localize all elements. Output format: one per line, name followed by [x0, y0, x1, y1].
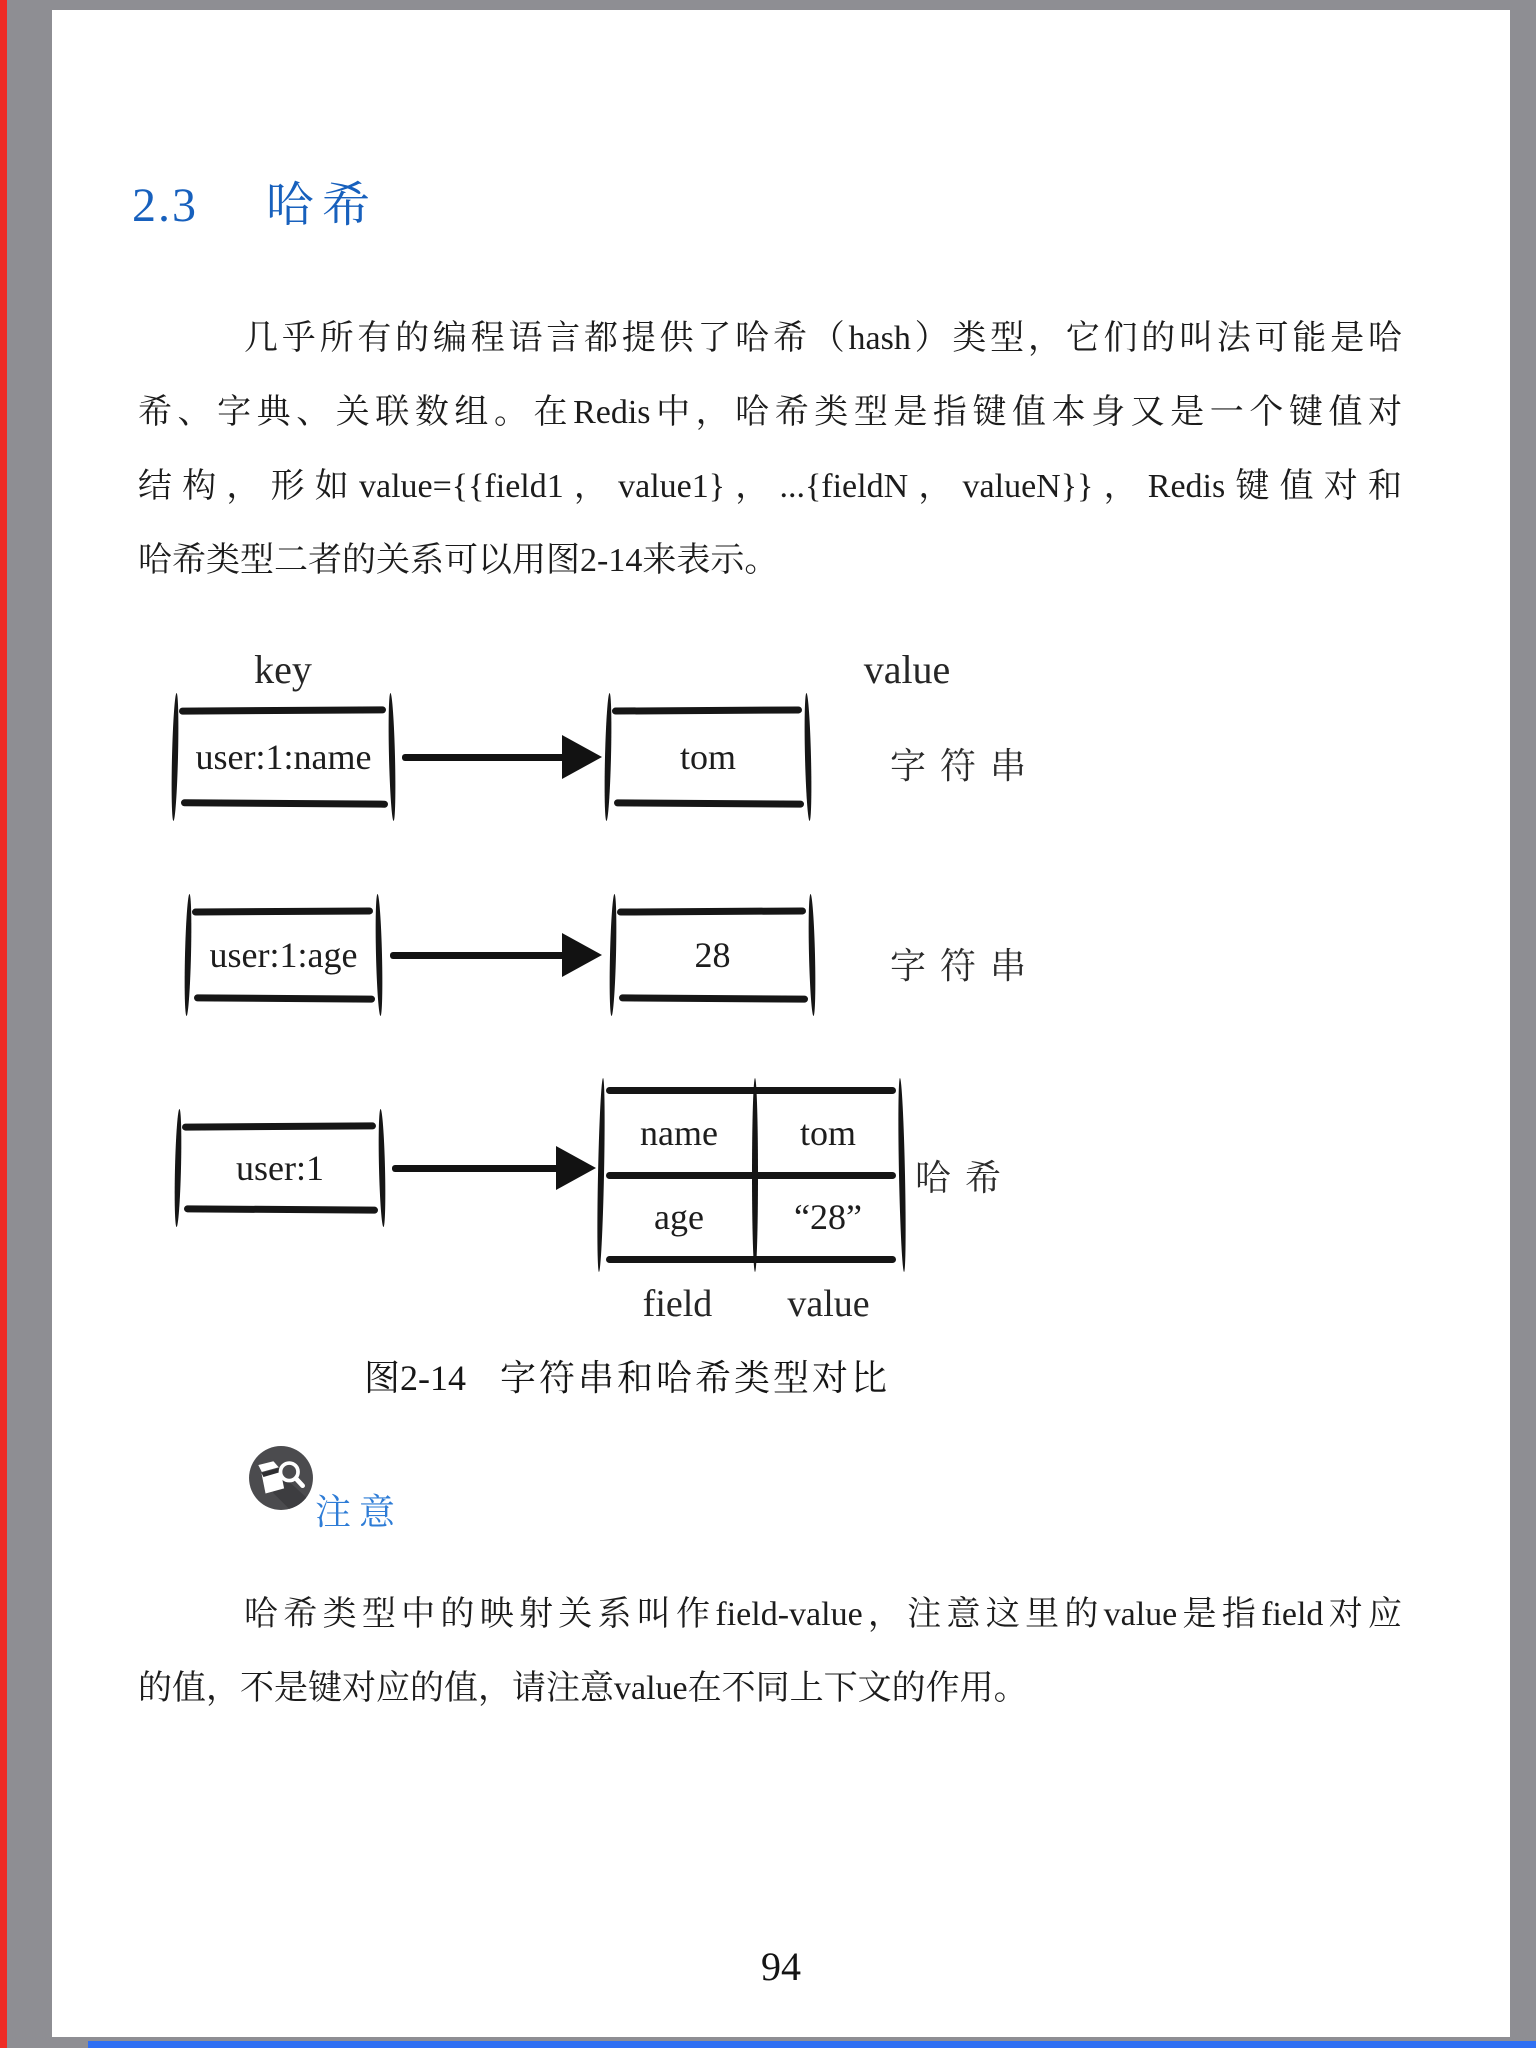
section-heading [132, 178, 378, 234]
hash-cell-field-1: name [640, 1113, 718, 1153]
book-page [52, 10, 1510, 2037]
figure-caption-number: 图2-14 [363, 1358, 466, 1398]
note-label: 注意 [315, 1492, 404, 1532]
figure-value-header: value [863, 647, 951, 692]
body-paragraph-1 [138, 302, 1402, 598]
hash-cell-value-1: tom [799, 1113, 856, 1153]
key-box-label: user:1:name [195, 737, 372, 777]
body-line: 几乎所有的编程语言都提供了哈希（hash）类型，它们的叫法可能是哈 [244, 320, 1402, 357]
body-line: 希、字典、关联数组。在Redis中，哈希类型是指键值本身又是一个键值对 [138, 394, 1402, 431]
hash-cell-field-2: age [654, 1197, 704, 1237]
field-column-label: field [642, 1283, 713, 1325]
body-paragraph-2 [138, 1578, 1402, 1726]
value-box-label: tom [679, 737, 736, 777]
type-label-hash: 哈希 [915, 1158, 1016, 1198]
key-box-user-1-age [185, 908, 382, 1002]
left-edge-indicator [0, 0, 7, 2048]
figure-key-header: key [254, 647, 312, 692]
type-label-string-2: 字符串 [890, 946, 1041, 986]
note-icon [248, 1445, 314, 1511]
key-box-user-1 [175, 1123, 385, 1213]
body-line: 哈希类型中的映射关系叫作field-value，注意这里的value是指field对应 [244, 1596, 1402, 1633]
body-line: 哈希类型二者的关系可以用图2-14来表示。 [138, 542, 779, 579]
body-line: 的值，不是键对应的值，请注意value在不同上下文的作用。 [138, 1670, 1028, 1707]
figure-caption-title: 字符串和哈希类型对比 [499, 1358, 890, 1398]
key-box-user-1-name [172, 707, 395, 807]
value-box-tom [605, 707, 811, 807]
hash-cell-value-2: “28” [794, 1197, 862, 1237]
value-column-label: value [787, 1283, 870, 1325]
value-box-28 [610, 908, 815, 1002]
value-box-label: 28 [694, 935, 731, 975]
key-box-label: user:1 [236, 1148, 324, 1188]
reading-progress-bar[interactable] [88, 2041, 1536, 2048]
hash-table [600, 1090, 902, 1260]
type-label-string-1: 字符串 [890, 746, 1041, 786]
section-title: 哈希 [266, 179, 379, 232]
body-line: 结构，形如value={{field1，value1}，...{fieldN，valueN}}，Redis键值对和 [138, 468, 1402, 505]
figure-caption [52, 1350, 1202, 1401]
page-number: 94 [761, 1944, 801, 1989]
section-number: 2.3 [132, 179, 198, 232]
key-box-label: user:1:age [209, 935, 358, 975]
